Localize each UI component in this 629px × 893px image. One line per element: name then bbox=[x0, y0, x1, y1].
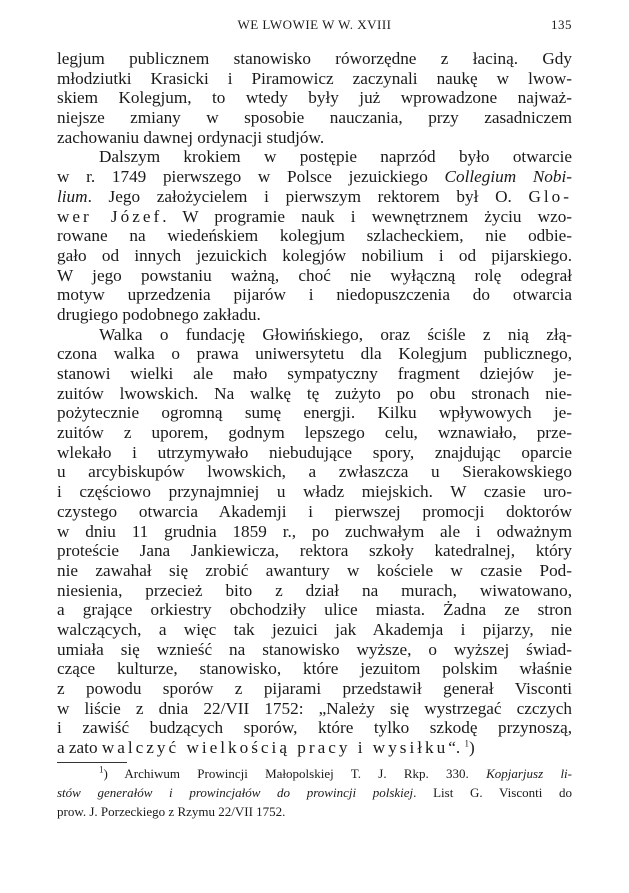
text-segment: w r. 1749 pierwszego w Polsce jezuickiego bbox=[57, 167, 445, 187]
text-segment: . List G. Visconti do bbox=[413, 785, 572, 800]
text-line bbox=[57, 167, 572, 187]
text-segment: u arcybiskupów lwowskich, a zwłaszcza u Sierakowskiego bbox=[57, 462, 572, 482]
text-segment: gało od innych jezuickich kolegjów nobilium i od pijarskiego. bbox=[57, 245, 572, 265]
text-line bbox=[57, 443, 572, 463]
running-title: WE LWOWIE W W. XVIII bbox=[237, 17, 392, 32]
text-line bbox=[57, 502, 572, 522]
text-line bbox=[57, 718, 572, 738]
text-line bbox=[57, 403, 572, 423]
text-line bbox=[57, 482, 572, 502]
text-line bbox=[57, 364, 572, 384]
text-segment: Glo- bbox=[528, 186, 572, 206]
text-segment: Walka o fundację Głowińskiego, oraz ściśle z nią złą- bbox=[99, 324, 572, 344]
text-line bbox=[57, 423, 572, 443]
text-segment: W jego powstaniu ważną, choć nie wyłączną rolę odegrał bbox=[57, 265, 572, 285]
text-segment: walczących, a więc tak jezuici jak Akademja i pijarzy, nie bbox=[57, 619, 572, 639]
text-line bbox=[57, 305, 572, 325]
footnotes bbox=[57, 764, 572, 821]
text-line bbox=[57, 738, 572, 758]
text-segment: nie zawahał się zrobić awantury w kościele w czasie Pod- bbox=[57, 560, 572, 580]
text-line bbox=[57, 522, 572, 542]
text-segment: zachowaniu dawnej ordynacji studjów. bbox=[57, 127, 325, 147]
text-line bbox=[57, 581, 572, 601]
text-segment: czystego otwarcia Akademji i pierwszej promocji doktorów bbox=[57, 501, 572, 521]
text-line bbox=[57, 246, 572, 266]
text-segment: drugiego podobnego zakładu. bbox=[57, 304, 261, 324]
text-segment: młodziutki Krasicki i Piramowicz zaczynali naukę w lwow- bbox=[57, 68, 572, 88]
text-line bbox=[57, 600, 572, 620]
text-segment: a zato bbox=[57, 738, 102, 758]
text-segment: motyw uprzedzenia pijarów i niedopuszczenia do otwarcia bbox=[57, 285, 572, 305]
text-segment: skiem Kolegjum, to wtedy były już wprowadzone najważ- bbox=[57, 88, 572, 108]
text-segment: i zawiść budzących sporów, które tylko szkodę przynoszą, bbox=[57, 718, 572, 738]
text-segment: umiała się wznieść na stanowisko wyższe, o wyższej świad- bbox=[57, 639, 572, 659]
text-line bbox=[57, 226, 572, 246]
text-segment: Collegium Nobi- bbox=[444, 167, 572, 187]
text-segment: a grające orkiestry obchodziły ulice miasta. Żadna ze stron bbox=[57, 600, 572, 620]
text-line bbox=[57, 561, 572, 581]
text-segment: . Jego założycielem i pierwszym rektorem był O. bbox=[87, 186, 529, 206]
text-line bbox=[57, 659, 572, 679]
text-line bbox=[57, 108, 572, 128]
text-line bbox=[57, 344, 572, 364]
text-line bbox=[57, 541, 572, 561]
text-segment: rowane na wiedeńskiem kolegjum szlacheckiem, nie odbie- bbox=[57, 226, 572, 246]
page-number: 135 bbox=[551, 17, 572, 32]
text-segment: i częściowo przynajmniej u władz miejskich. W czasie uro- bbox=[57, 482, 572, 502]
text-segment: ) bbox=[468, 738, 475, 758]
text-segment: “. bbox=[448, 738, 465, 758]
text-segment: wer Józef bbox=[57, 206, 163, 226]
text-line bbox=[57, 128, 572, 148]
text-line bbox=[57, 640, 572, 660]
footnote-marker: 1 bbox=[464, 738, 469, 749]
text-line bbox=[57, 462, 572, 482]
text-segment: zuitów z uporem, godnym lepszego celu, wznawiało, prze- bbox=[57, 423, 572, 443]
text-segment: wlekało i utrzymywało niebudujące spory, znajdując oparcie bbox=[57, 442, 572, 462]
text-line bbox=[57, 88, 572, 108]
text-segment: zuitów lwowskich. Na walkę tę zużyto po obu stronach nie- bbox=[57, 383, 572, 403]
text-segment: stów generałów i prowincjałów do prowincji polskiej bbox=[57, 785, 414, 800]
text-segment: niejsze zmiany w sposobie nauczania, przy zasadniczem bbox=[57, 108, 572, 128]
text-line bbox=[57, 69, 572, 89]
text-segment: pożytecznie ogromną sumę energji. Kilku wpływowych je- bbox=[57, 403, 572, 423]
footnote-divider bbox=[57, 762, 127, 763]
text-line bbox=[57, 207, 572, 227]
text-line bbox=[57, 679, 572, 699]
text-line bbox=[57, 325, 572, 345]
text-line bbox=[57, 285, 572, 305]
text-line bbox=[57, 49, 572, 69]
text-segment: prow. J. Porzeckiego z Rzymu 22/VII 1752. bbox=[57, 804, 286, 819]
footnote-marker: 1 bbox=[99, 764, 104, 775]
footnote-line bbox=[57, 783, 572, 802]
text-segment: z powodu sporów z pijarami przedstawił generał Visconti bbox=[57, 679, 572, 698]
text-segment: legjum publicznem stanowisko róworzędne z łaciną. Gdy bbox=[57, 49, 572, 68]
text-line bbox=[57, 620, 572, 640]
text-segment: ) Archiwum Prowincji Małopolskiej T. J. Rkp. 330. bbox=[103, 766, 487, 781]
text-segment: Kopjarjusz li- bbox=[486, 766, 572, 781]
text-segment: lium bbox=[57, 186, 88, 206]
text-segment: stanowi wielki ale mało sympatyczny fragment dziejów je- bbox=[57, 364, 572, 383]
text-segment: . W programie nauk i wewnętrznem życiu wzo- bbox=[162, 206, 573, 226]
text-segment: w liście z dnia 22/VII 1752: „Należy się wystrzegać czczych bbox=[57, 698, 572, 718]
body-text bbox=[57, 49, 572, 758]
text-segment: proteście Jana Jankiewicza, rektora szkoły katedralnej, który bbox=[57, 541, 572, 561]
text-segment: niesienia, przecież bito z dział na murach, wiwatowano, bbox=[57, 580, 572, 600]
text-segment: w dniu 11 grudnia 1859 r., po zuchwałym ale i odważnym bbox=[57, 521, 572, 541]
text-line bbox=[57, 699, 572, 719]
text-line bbox=[57, 384, 572, 404]
footnote-line bbox=[57, 764, 572, 783]
text-segment: Dalszym krokiem w postępie naprzód było otwarcie bbox=[99, 147, 572, 167]
text-segment: czona walka o prawa uniwersytetu dla Kolegjum publicznego, bbox=[57, 344, 572, 364]
running-header bbox=[57, 17, 572, 37]
text-segment: czące kulturze, stanowisko, które jezuitom polskim właśnie bbox=[57, 659, 572, 679]
text-line bbox=[57, 147, 572, 167]
text-segment: walczyć wielkością pracy i wysiłku bbox=[101, 738, 449, 758]
text-line bbox=[57, 266, 572, 286]
footnote-line bbox=[57, 802, 572, 821]
text-line bbox=[57, 187, 572, 207]
